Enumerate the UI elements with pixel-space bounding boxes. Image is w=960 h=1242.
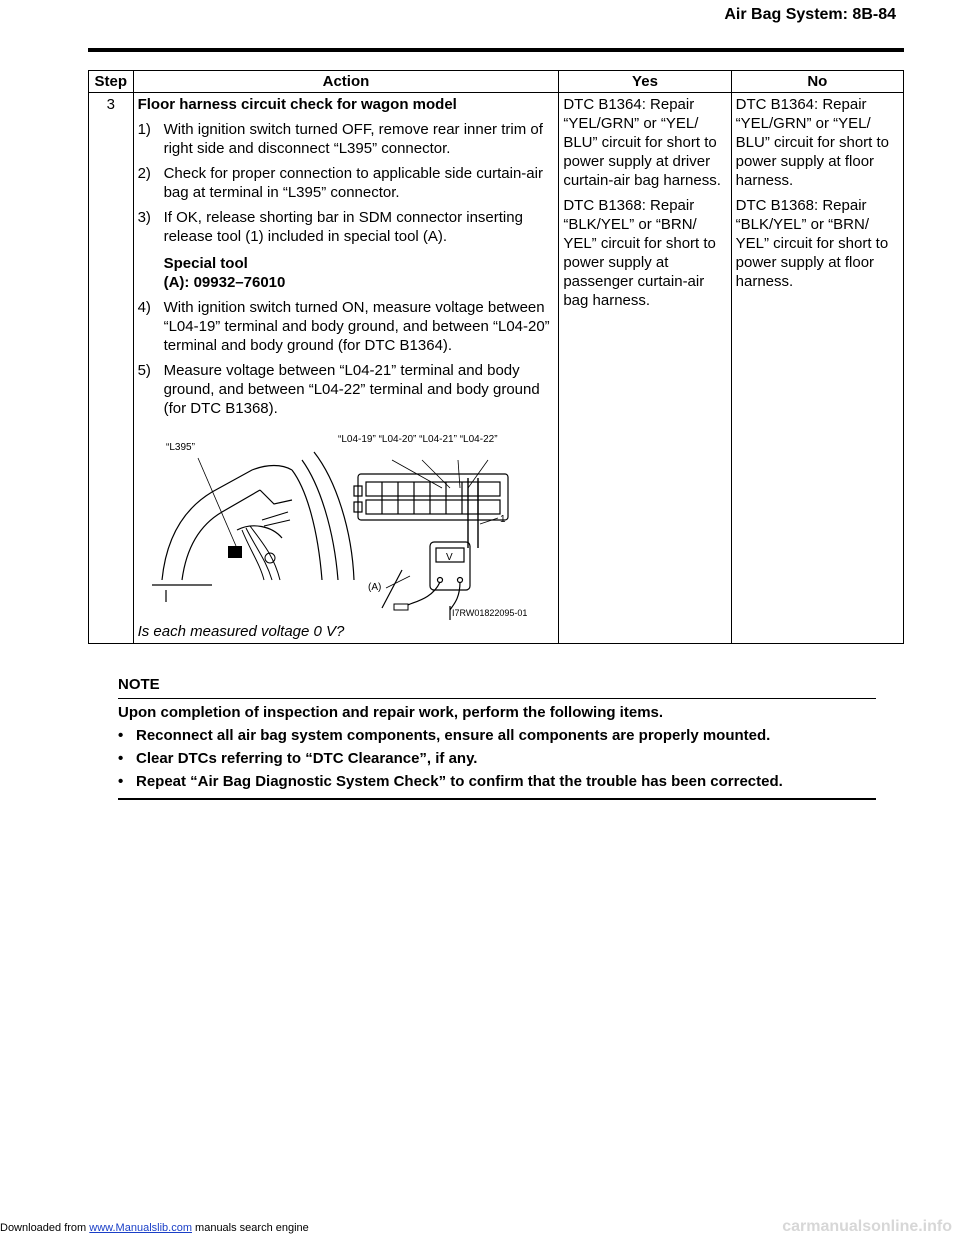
header-rule	[88, 48, 904, 52]
no-cell	[731, 93, 903, 644]
sdm-connector-shape	[354, 474, 508, 520]
note-label: NOTE	[118, 676, 160, 693]
action-step-text: With ignition switch turned OFF, remove rear inner trim of right side and disconnect “L395” connector.	[163, 121, 543, 157]
action-step-text: Measure voltage between “L04-21” terminal and body ground, and between “L04-22” terminal and body ground (for DTC B1368).	[163, 362, 540, 417]
note-item: • Reconnect all air bag system components, ensure all components are properly mounted.	[118, 727, 876, 744]
wiring-diagram	[142, 430, 542, 620]
table-row	[89, 93, 904, 644]
special-tool-label: Special tool	[163, 255, 248, 272]
note-body	[118, 699, 876, 790]
step-number: 3	[89, 93, 134, 644]
action-step-number: 4)	[137, 299, 151, 316]
note-box	[118, 676, 876, 800]
action-step	[138, 120, 555, 158]
label-voltmeter: V	[445, 552, 453, 563]
note-item: • Repeat “Air Bag Diagnostic System Check” to confirm that the trouble has been corrected.	[118, 773, 876, 790]
footer-suffix: manuals search engine	[191, 1222, 309, 1234]
yes-action: DTC B1364: Repair “YEL/GRN” or “YEL/ BLU” circuit for short to power supply at driver curtain-air bag harness.	[563, 96, 721, 189]
action-steps-continued	[138, 298, 555, 418]
action-cell	[133, 93, 559, 644]
watermark: carmanualsonline.info	[782, 1218, 952, 1235]
special-tool	[164, 254, 555, 292]
table-header-row	[89, 71, 904, 93]
footer-prefix: Downloaded from	[0, 1222, 90, 1234]
action-step	[138, 361, 555, 418]
note-list	[118, 727, 876, 790]
check-question: Is each measured voltage 0 V?	[137, 623, 345, 640]
note-rule-bottom	[118, 798, 876, 800]
action-step-number: 3)	[137, 209, 151, 226]
action-step-text: If OK, release shorting bar in SDM connector inserting release tool (1) included in special tool (A).	[163, 209, 523, 245]
figure-code: I7RW01822095-01	[451, 608, 527, 618]
action-steps	[138, 120, 555, 246]
note-item: • Clear DTCs referring to “DTC Clearance”, if any.	[118, 750, 876, 767]
special-tool-value: (A): 09932–76010	[163, 274, 286, 291]
action-step	[138, 208, 555, 246]
header-no: No	[731, 71, 903, 93]
note-intro: Upon completion of inspection and repair work, perform the following items.	[118, 704, 664, 721]
header-action: Action	[133, 71, 559, 93]
action-step-number: 1)	[137, 121, 151, 138]
action-step	[138, 164, 555, 202]
label-l395: “L395”	[165, 442, 195, 453]
yes-cell	[559, 93, 731, 644]
diagnostic-table	[88, 70, 904, 644]
l395-connector-shape	[228, 546, 242, 558]
header-yes: Yes	[559, 71, 731, 93]
connector-illustration	[142, 430, 542, 620]
action-title: Floor harness circuit check for wagon model	[137, 96, 457, 113]
header-step: Step	[89, 71, 134, 93]
footer-link[interactable]: www.Manualslib.com	[89, 1222, 192, 1234]
action-step-number: 2)	[137, 165, 151, 182]
label-terminals: “L04-19” “L04-20” “L04-21” “L04-22”	[337, 434, 498, 445]
yes-action: DTC B1368: Repair “BLK/YEL” or “BRN/ YEL” circuit for short to power supply at passenger curtain-air bag harness.	[563, 197, 716, 309]
page-header-title: Air Bag System: 8B-84	[724, 6, 896, 23]
no-action: DTC B1368: Repair “BLK/YEL” or “BRN/ YEL” circuit for short to power supply at floor harness.	[735, 197, 889, 290]
label-special-tool: (A)	[367, 582, 381, 593]
label-release-tool: 1	[499, 514, 506, 525]
no-action: DTC B1364: Repair “YEL/GRN” or “YEL/ BLU” circuit for short to power supply at floor harness.	[735, 96, 890, 189]
action-step-text: With ignition switch turned ON, measure voltage between “L04-19” terminal and body ground, and between “L04-20” terminal and body ground (for DTC B1364).	[163, 299, 550, 354]
page-footer	[0, 1222, 309, 1234]
action-step	[138, 298, 555, 355]
action-step-number: 5)	[137, 362, 151, 379]
action-step-text: Check for proper connection to applicable side curtain-air bag at terminal in “L395” connector.	[163, 165, 543, 201]
